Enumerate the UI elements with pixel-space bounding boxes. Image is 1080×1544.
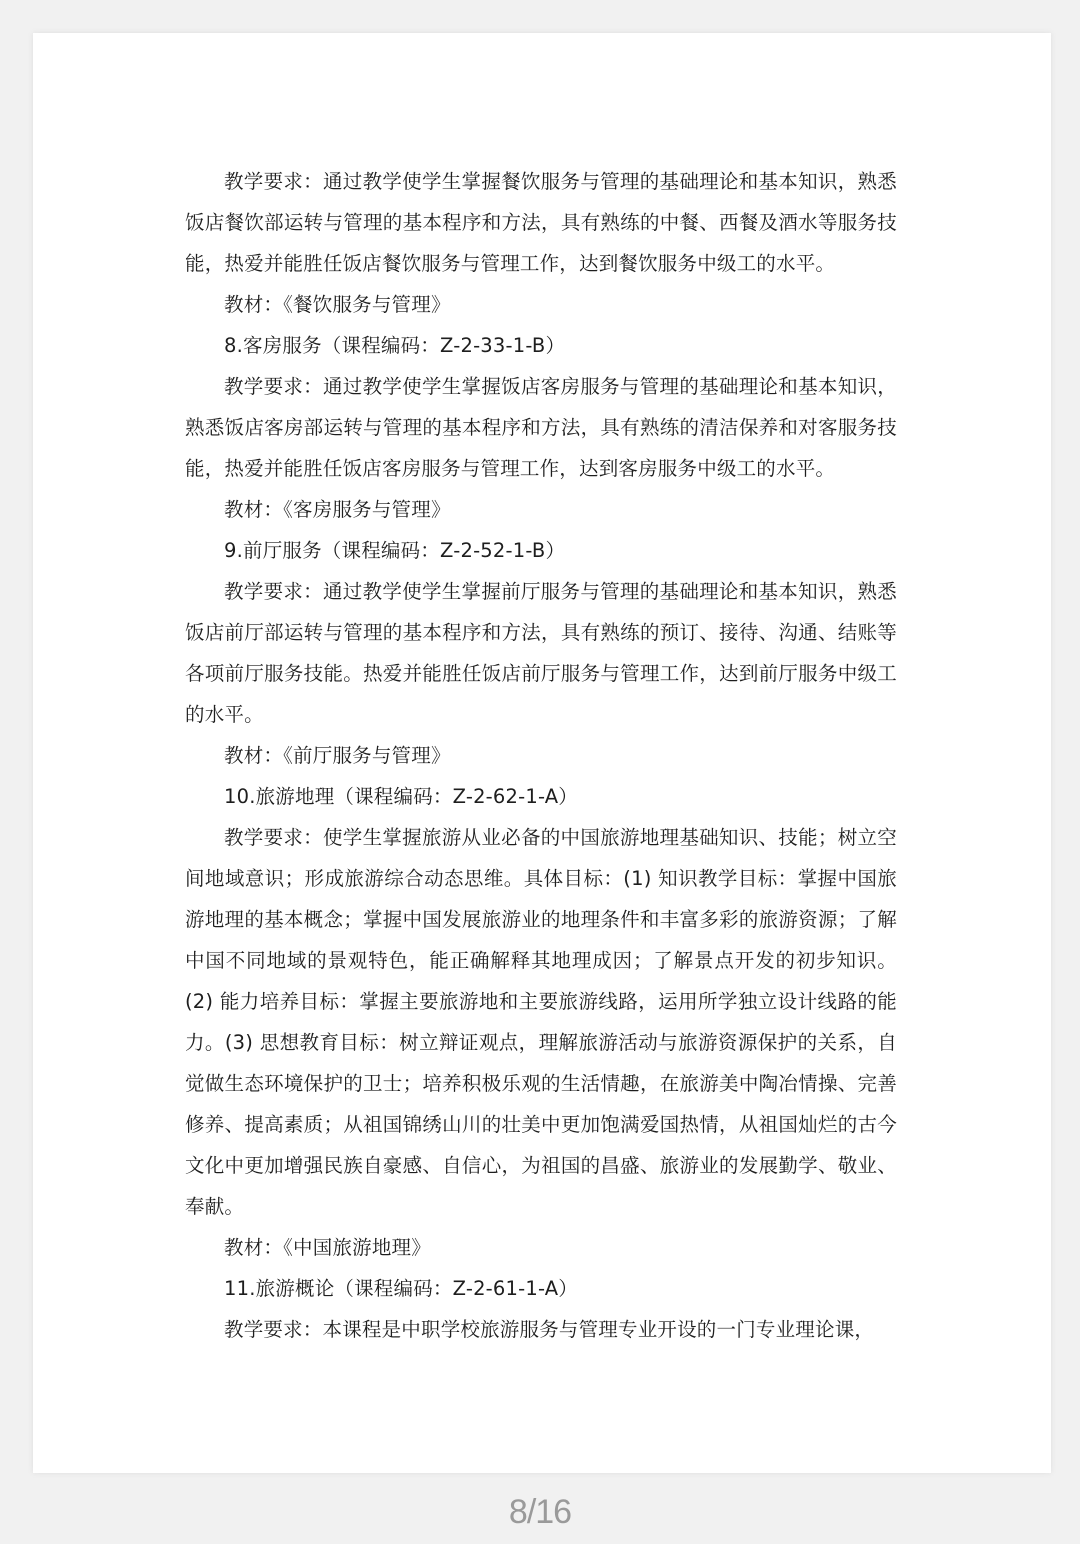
page-indicator: 8/16 — [508, 1493, 572, 1531]
paragraph-tourism-geography-textbook: 教材：《中国旅游地理》 — [224, 1236, 431, 1259]
heading-tourism-geography-course: 10.旅游地理（课程编码：Z-2-62-1-A） — [224, 785, 579, 808]
heading-front-office-course: 9.前厅服务（课程编码：Z-2-52-1-B） — [224, 539, 566, 562]
heading-housekeeping-course: 8.客房服务（课程编码：Z-2-33-1-B） — [224, 334, 566, 357]
paragraph-front-office-textbook: 教材：《前厅服务与管理》 — [224, 744, 451, 767]
paragraph-front-office-requirements: 教学要求：通过教学使学生掌握前厅服务与管理的基础理论和基本知识，熟悉饭店前厅部运转与管理的基本程序和方法，具有熟练的预订、接待、沟通、结账等各项前厅服务技能。热爱并能胜任饭店前厅服务与管理工作，达到前厅服务中级工的水平。 — [185, 580, 897, 726]
heading-tourism-introduction-course: 11.旅游概论（课程编码：Z-2-61-1-A） — [224, 1277, 579, 1300]
paragraph-housekeeping-textbook: 教材：《客房服务与管理》 — [224, 498, 451, 521]
paragraph-catering-requirements: 教学要求：通过教学使学生掌握餐饮服务与管理的基础理论和基本知识，熟悉饭店餐饮部运转与管理的基本程序和方法，具有熟练的中餐、西餐及酒水等服务技能，热爱并能胜任饭店餐饮服务与管理工作，达到餐饮服务中级工的水平。 — [185, 170, 897, 275]
paragraph-catering-textbook: 教材：《餐饮服务与管理》 — [224, 293, 451, 316]
document-body — [185, 161, 897, 1350]
document-page — [33, 33, 1051, 1473]
paragraph-tourism-geography-requirements: 教学要求：使学生掌握旅游从业必备的中国旅游地理基础知识、技能；树立空间地域意识；形成旅游综合动态思维。具体目标：(1) 知识教学目标：掌握中国旅游地理的基本概念；掌握中国发展旅游业的地理条件和丰富多彩的旅游资源；了解中国不同地域的景观特色，能正确解释其地理成因；了解景点开发的初步知识。(2) 能力培养目标：掌握主要旅游地和主要旅游线路，运用所学独立设计线路的能力。(3) 思想教育目标：树立辩证观点，理解旅游活动与旅游资源保护的关系，自觉做生态环境保护的卫士；培养积极乐观的生活情趣，在旅游美中陶冶情操、完善修养、提高素质；从祖国锦绣山川的壮美中更加饱满爱国热情，从祖国灿烂的古今文化中更加增强民族自豪感、自信心，为祖国的昌盛、旅游业的发展勤学、敬业、奉献。 — [185, 826, 897, 1218]
paragraph-housekeeping-requirements: 教学要求：通过教学使学生掌握饭店客房服务与管理的基础理论和基本知识，熟悉饭店客房部运转与管理的基本程序和方法，具有熟练的清洁保养和对客服务技能，热爱并能胜任饭店客房服务与管理工作，达到客房服务中级工的水平。 — [185, 375, 897, 480]
paragraph-tourism-introduction-requirements: 教学要求：本课程是中职学校旅游服务与管理专业开设的一门专业理论课， — [224, 1318, 875, 1341]
